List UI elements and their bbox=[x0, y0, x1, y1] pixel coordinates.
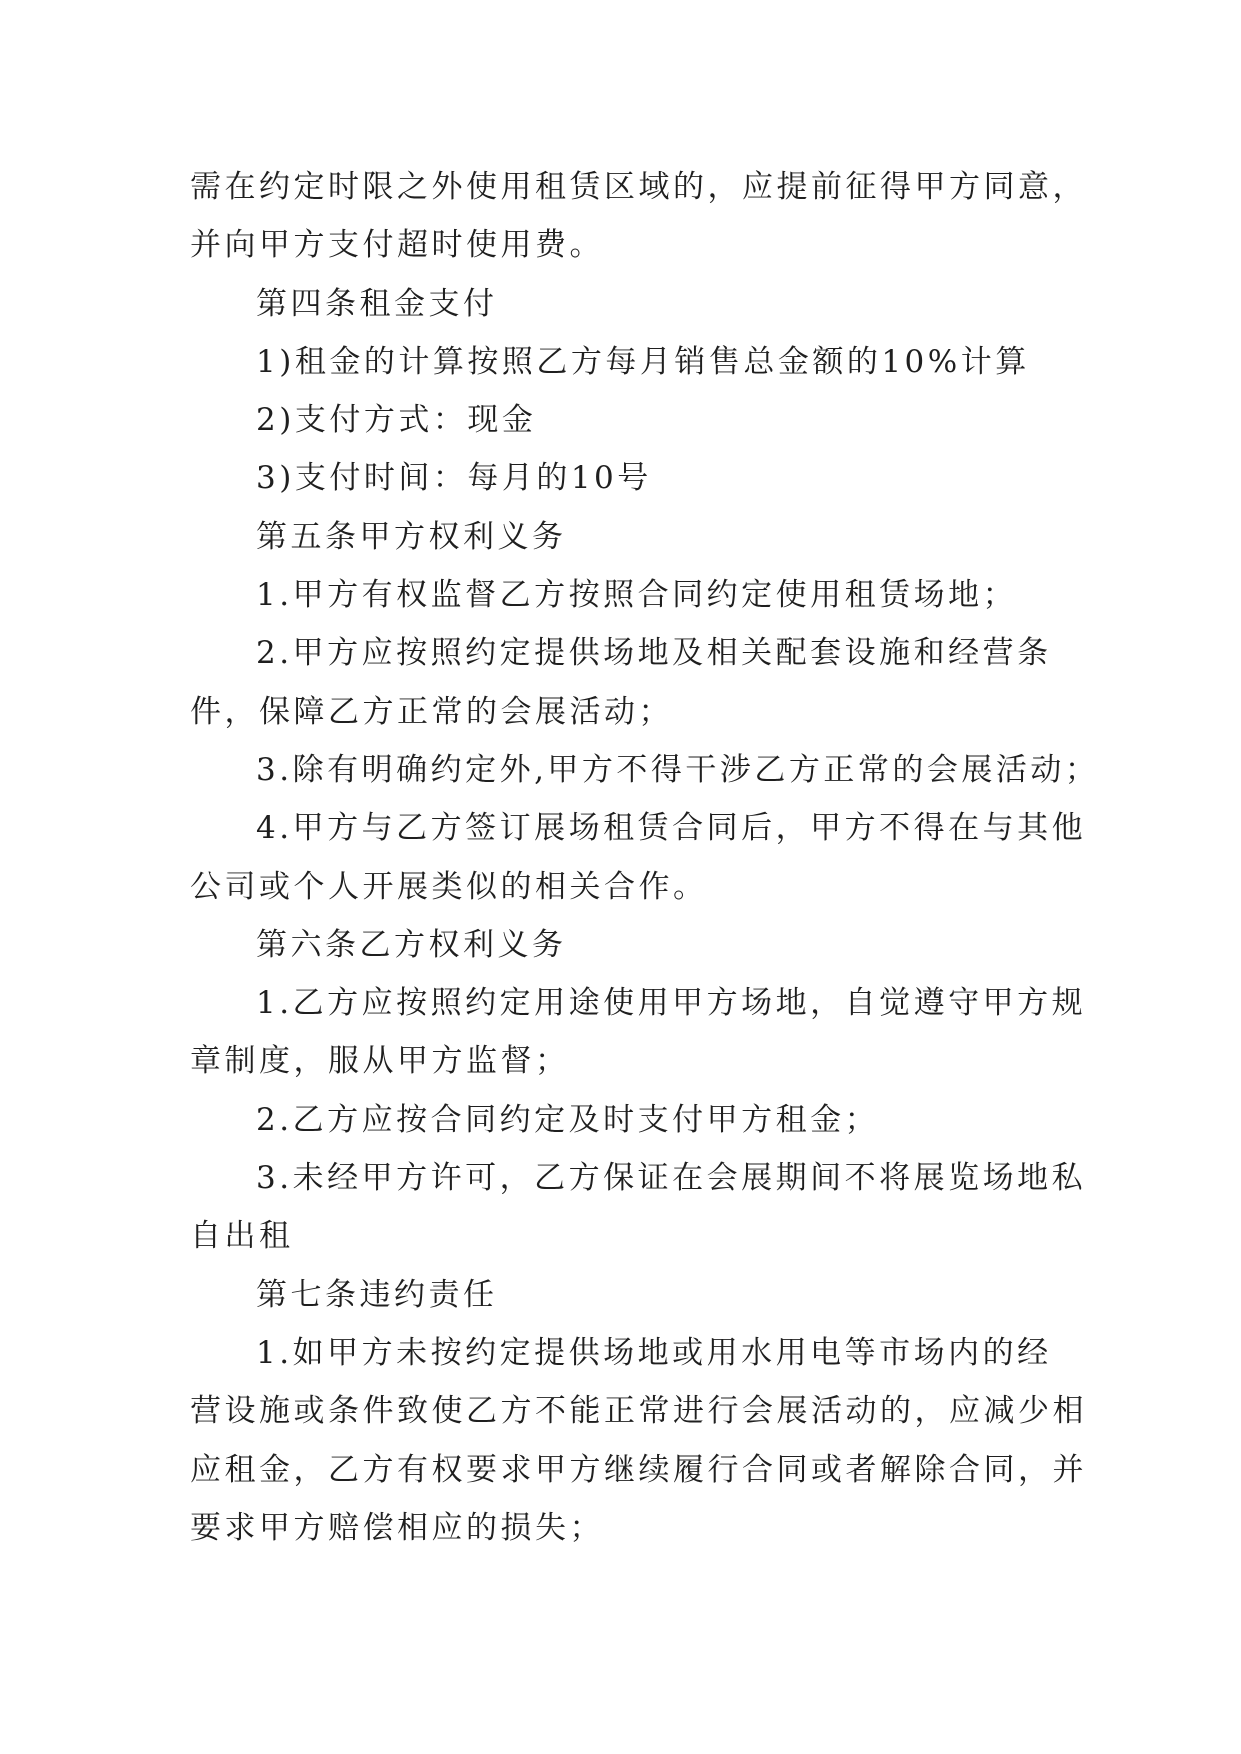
text-line: 第七条违约责任 bbox=[256, 1276, 498, 1313]
text-line: 营设施或条件致使乙方不能正常进行会展活动的，应减少相 bbox=[190, 1393, 1087, 1430]
paragraph bbox=[190, 1266, 1050, 1324]
text-line: 3)支付时间：每月的10号 bbox=[256, 460, 652, 497]
text-line: 并向甲方支付超时使用费。 bbox=[190, 227, 604, 264]
text-line: 1.如甲方未按约定提供场地或用水用电等市场内的经 bbox=[256, 1334, 1052, 1371]
text-line: 2)支付方式：现金 bbox=[256, 402, 537, 439]
paragraph bbox=[190, 449, 1050, 507]
paragraph bbox=[190, 1149, 1087, 1266]
paragraph bbox=[190, 974, 1087, 1091]
text-line: 2.甲方应按照约定提供场地及相关配套设施和经营条 bbox=[256, 635, 1052, 672]
paragraph bbox=[190, 158, 1087, 275]
paragraph bbox=[190, 275, 1050, 333]
document-body bbox=[190, 158, 1100, 1557]
text-line: 4.甲方与乙方签订展场租赁合同后，甲方不得在与其他 bbox=[256, 810, 1087, 847]
text-line: 需在约定时限之外使用租赁区域的，应提前征得甲方同意， bbox=[190, 169, 1087, 205]
paragraph bbox=[190, 333, 1050, 391]
paragraph bbox=[190, 916, 1050, 974]
text-line: 要求甲方赔偿相应的损失； bbox=[190, 1509, 604, 1546]
paragraph bbox=[190, 566, 1050, 624]
text-line: 第四条租金支付 bbox=[256, 285, 498, 322]
paragraph bbox=[190, 741, 1100, 799]
text-line: 章制度，服从甲方监督； bbox=[190, 1043, 570, 1080]
paragraph bbox=[190, 1324, 1087, 1557]
text-line: 1.乙方应按照约定用途使用甲方场地，自觉遵守甲方规 bbox=[256, 985, 1087, 1022]
paragraph bbox=[190, 508, 1050, 566]
paragraph bbox=[190, 1091, 1050, 1149]
paragraph bbox=[190, 624, 1050, 741]
text-line: 第六条乙方权利义务 bbox=[256, 926, 567, 963]
text-line: 1)租金的计算按照乙方每月销售总金额的10%计算 bbox=[256, 343, 1030, 380]
paragraph bbox=[190, 799, 1087, 916]
text-line: 2.乙方应按合同约定及时支付甲方租金； bbox=[256, 1101, 880, 1138]
text-line: 公司或个人开展类似的相关合作。 bbox=[190, 868, 708, 905]
text-line: 1.甲方有权监督乙方按照合同约定使用租赁场地； bbox=[256, 577, 1018, 614]
text-line: 件，保障乙方正常的会展活动； bbox=[190, 693, 673, 730]
text-line: 第五条甲方权利义务 bbox=[256, 518, 567, 555]
text-line: 3.除有明确约定外,甲方不得干涉乙方正常的会展活动； bbox=[256, 751, 1100, 788]
text-line: 3.未经甲方许可，乙方保证在会展期间不将展览场地私 bbox=[256, 1160, 1087, 1197]
text-line: 应租金，乙方有权要求甲方继续履行合同或者解除合同，并 bbox=[190, 1451, 1087, 1488]
text-line: 自出租 bbox=[190, 1218, 294, 1255]
paragraph bbox=[190, 391, 1050, 449]
